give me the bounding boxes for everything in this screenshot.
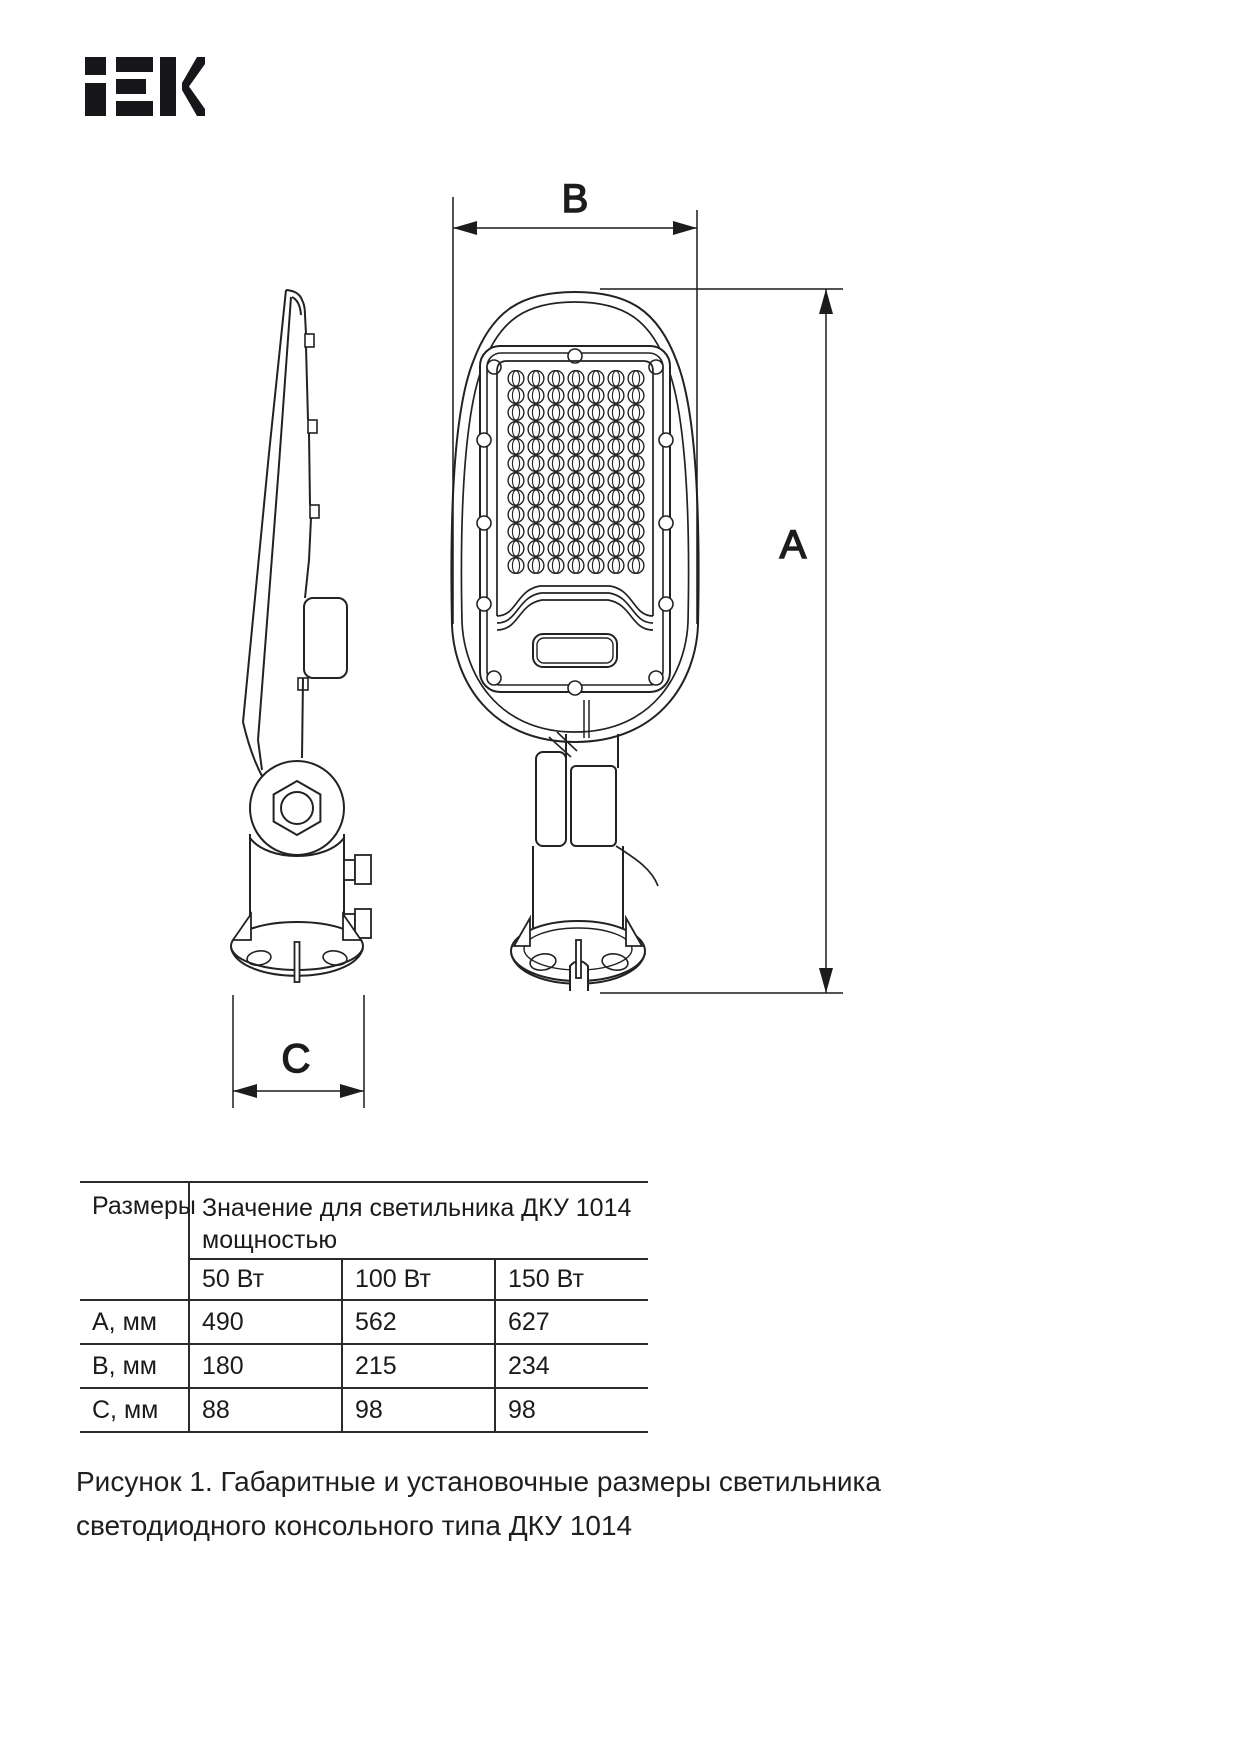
dim-label-a: A <box>779 523 807 567</box>
table-row <box>80 1344 648 1388</box>
caption-line-2: светодиодного консольного типа ДКУ 1014 <box>76 1510 633 1541</box>
dimensions-table <box>80 1181 648 1433</box>
table-col-header-50: 50 Вт <box>189 1259 342 1300</box>
dimension-c <box>233 995 364 1108</box>
table-row <box>80 1300 648 1344</box>
cell-value: 562 <box>342 1300 495 1344</box>
cell-value: 98 <box>495 1388 648 1432</box>
side-view <box>231 290 371 982</box>
figure-caption <box>76 1460 881 1548</box>
cell-value: 627 <box>495 1300 648 1344</box>
cell-value: 215 <box>342 1344 495 1388</box>
led-grid <box>506 370 646 574</box>
dim-label-b: B <box>561 177 589 221</box>
table-group-header: Значение для светильника ДКУ 1014 мощностью <box>189 1182 648 1259</box>
row-label: B, мм <box>80 1344 189 1388</box>
table-col-header-150: 150 Вт <box>495 1259 648 1300</box>
table-col-header-100: 100 Вт <box>342 1259 495 1300</box>
cell-value: 234 <box>495 1344 648 1388</box>
cell-value: 490 <box>189 1300 342 1344</box>
cell-value: 98 <box>342 1388 495 1432</box>
dim-label-c: C <box>281 1037 311 1081</box>
row-label: А, мм <box>80 1300 189 1344</box>
table-row <box>80 1388 648 1432</box>
table-row-header: Размеры <box>80 1182 189 1300</box>
cell-value: 180 <box>189 1344 342 1388</box>
caption-line-1: Рисунок 1. Габаритные и установочные размеры светильника <box>76 1466 881 1497</box>
row-label: С, мм <box>80 1388 189 1432</box>
front-view <box>451 292 698 991</box>
iek-logo <box>85 57 205 116</box>
cell-value: 88 <box>189 1388 342 1432</box>
